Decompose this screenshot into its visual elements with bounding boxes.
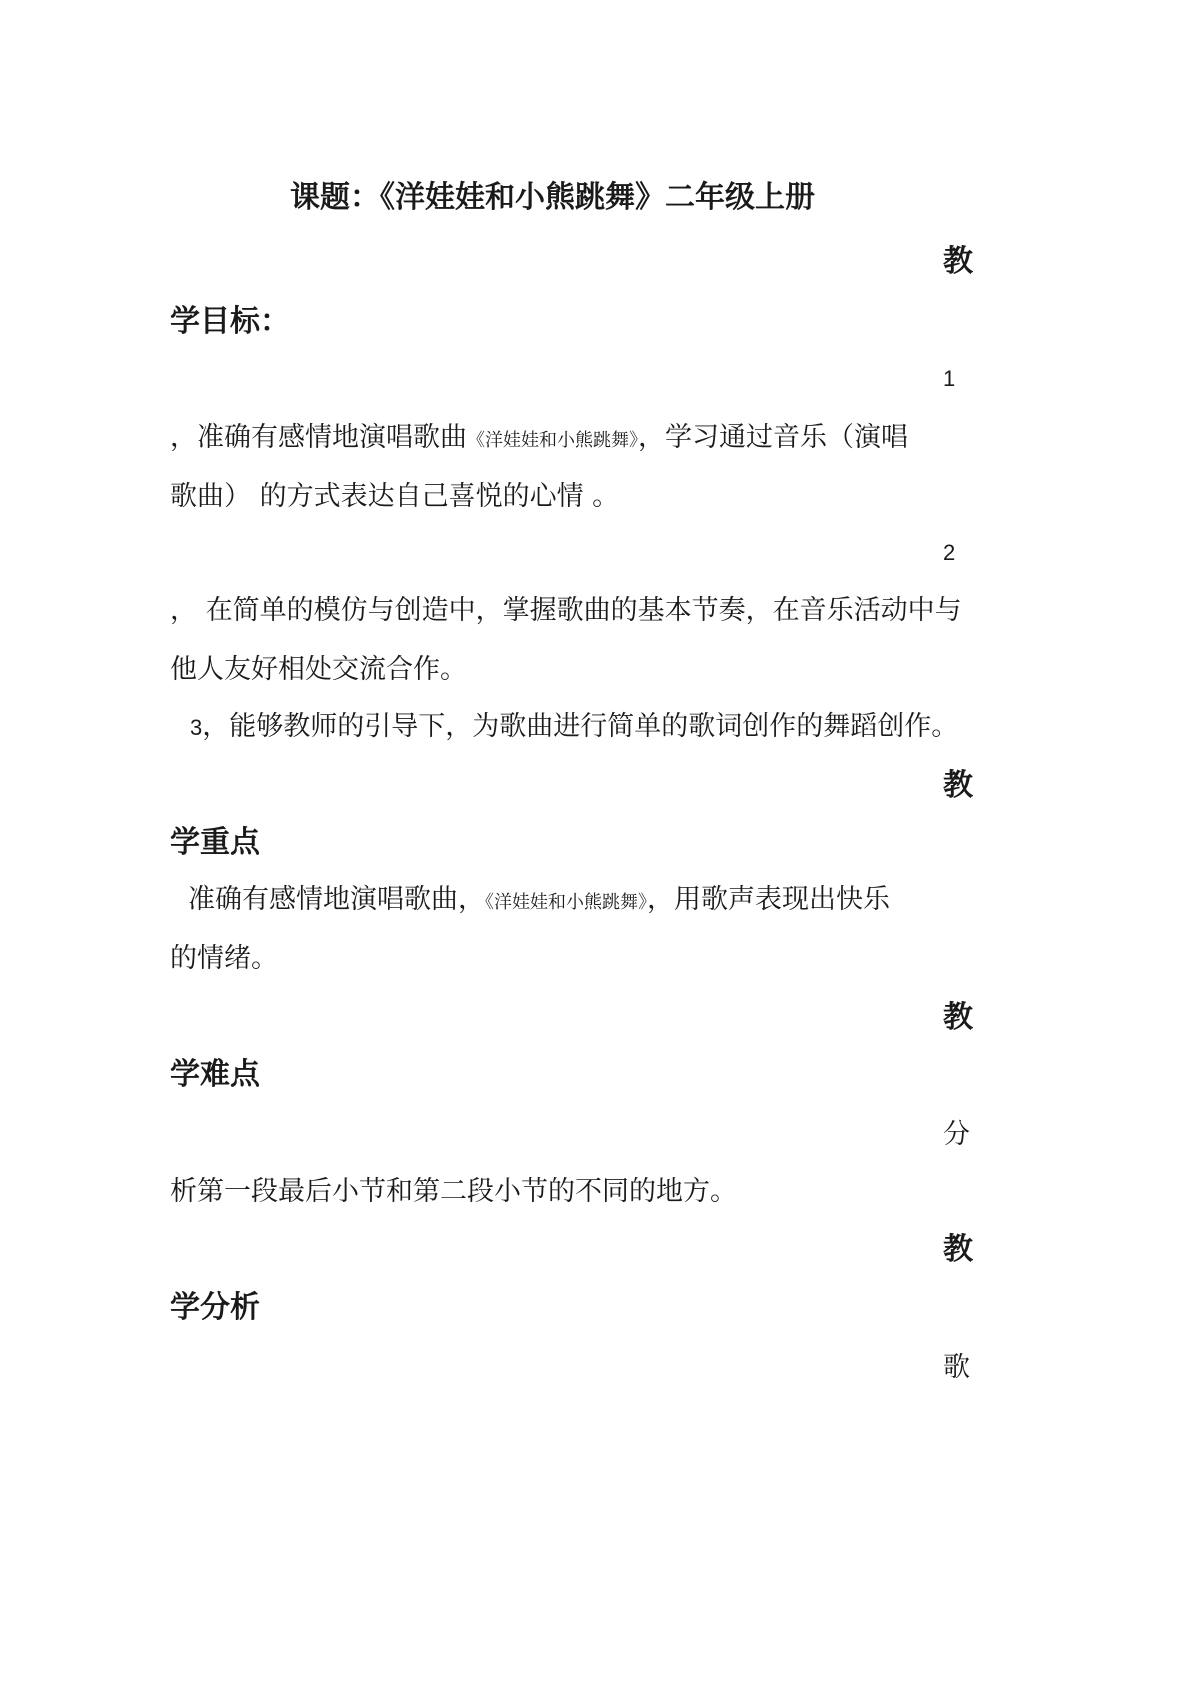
goal-1-number: 1 <box>943 366 956 391</box>
goal-2-line-1: ， 在简单的模仿与创造中，掌握歌曲的基本节奏，在音乐活动中与 <box>170 595 962 626</box>
difficulties-heading-end: 学难点 <box>170 1057 260 1092</box>
goal-1-line-1 <box>170 424 908 451</box>
key-points-text-b: ，用歌声表现出快乐 <box>647 884 890 915</box>
goal-1-text-a: ，准确有感情地演唱歌曲 <box>170 422 467 453</box>
analysis-line-1-start: 歌 <box>943 1352 970 1383</box>
key-points-song-title: 《洋娃娃和小熊跳舞》 <box>485 892 647 913</box>
goal-2-number: 2 <box>943 540 956 565</box>
difficulties-line-1-start: 分 <box>943 1119 970 1150</box>
page-title: 课题：《洋娃娃和小熊跳舞》二年级上册 <box>290 180 815 215</box>
goal-3-line <box>190 713 958 740</box>
difficulties-heading-start: 教 <box>943 1000 973 1035</box>
analysis-heading-start: 教 <box>943 1232 973 1267</box>
difficulties-line-2: 析第一段最后小节和第二段小节的不同的地方。 <box>170 1176 737 1207</box>
goal-1-song-title: 《洋娃娃和小熊跳舞》 <box>467 430 638 451</box>
goals-heading-start: 教 <box>943 244 973 279</box>
goal-1-text-b: ，学习通过音乐（演唱 <box>638 422 908 453</box>
goal-2-line-2: 他人友好相处交流合作。 <box>170 654 467 685</box>
key-points-heading-start: 教 <box>943 768 973 803</box>
goal-3-number: 3 <box>190 715 203 740</box>
analysis-heading-end: 学分析 <box>170 1290 260 1325</box>
goal-1-line-2: 歌曲） 的方式表达自己喜悦的心情 。 <box>170 481 620 512</box>
key-points-line-2: 的情绪。 <box>170 943 278 974</box>
key-points-line-1 <box>188 886 890 913</box>
goal-3-text: ，能够教师的引导下，为歌曲进行简单的歌词创作的舞蹈创作。 <box>202 711 959 742</box>
key-points-text-a: 准确有感情地演唱歌曲， <box>188 884 485 915</box>
key-points-heading-end: 学重点 <box>170 825 260 860</box>
goals-heading-end: 学目标： <box>170 304 290 339</box>
